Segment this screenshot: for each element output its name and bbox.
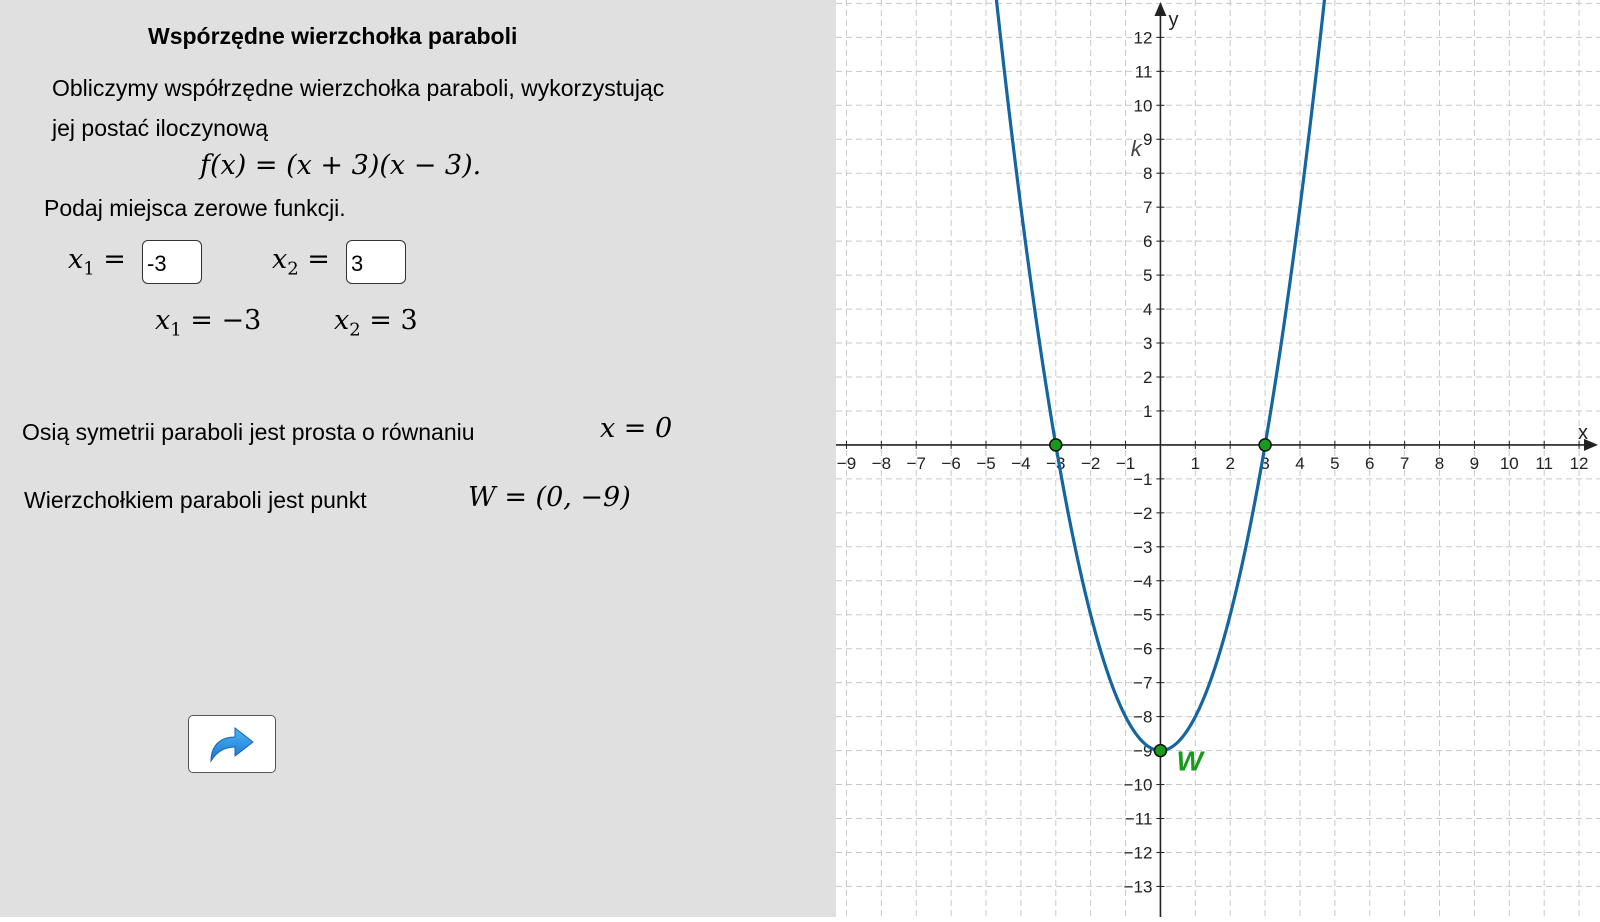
redo-arrow-icon [207,723,257,765]
y-tick-label: 4 [1142,300,1153,320]
function-formula [200,150,481,181]
zero-point[interactable] [1259,439,1271,451]
y-tick-label: −3 [1133,537,1153,557]
x1-input[interactable]: -3 [142,240,202,284]
symmetry-text: Osią symetrii paraboli jest prosta o równaniu [22,419,475,445]
symmetry-equation: x = 0 [600,413,673,444]
x2-sub: 2 [287,258,299,280]
x-tick-label: 9 [1469,453,1480,473]
y-tick-label: −13 [1123,877,1153,897]
y-tick-label: 1 [1142,401,1153,421]
x-tick-label: −4 [1011,453,1031,473]
x1-var: x [68,244,84,275]
x-tick-label: 8 [1434,453,1445,473]
x-tick-label: −2 [1080,453,1101,473]
y-tick-label: 5 [1142,266,1153,286]
intro-line-2: jej postać iloczynową [52,115,269,141]
x-tick-label: −5 [976,453,996,473]
next-step-button[interactable] [188,715,276,773]
coordinate-plot[interactable] [836,0,1600,917]
formula-eq: = [246,150,287,181]
graph-view[interactable] [836,0,1600,917]
vertex-equation: W = (0, −9) [468,482,631,513]
x-tick-label: 6 [1365,453,1375,473]
x-tick-label: 4 [1295,453,1305,473]
y-tick-label: −2 [1133,503,1153,523]
y-tick-label: 12 [1133,28,1153,48]
y-tick-label: −12 [1123,843,1153,863]
x1-eq: = [94,244,126,275]
x-tick-label: 3 [1260,453,1270,473]
x1-input-label [68,244,126,279]
y-tick-label: 9 [1142,130,1153,150]
y-tick-label: −5 [1133,605,1153,625]
y-tick-label: −7 [1133,673,1153,693]
x2-result-var: x [334,305,350,336]
x-tick-label: 1 [1190,453,1201,473]
y-tick-label: −1 [1133,469,1153,489]
x-tick-label: −3 [1046,453,1066,473]
x-tick-label: 2 [1225,453,1235,473]
y-axis-label: y [1168,9,1179,31]
x-tick-label: −9 [836,453,857,473]
x-tick-label: −8 [871,453,892,473]
x1-result-var: x [155,305,171,336]
x-tick-label: 10 [1499,453,1519,473]
intro-line-1: Obliczymy współrzędne wierzchołka paraboli, wykorzystując [52,75,665,101]
x1-result-rest: = −3 [181,305,262,336]
y-tick-label: 7 [1142,198,1153,218]
formula-lhs: f(x) [200,150,247,181]
x-tick-label: −6 [941,453,961,473]
x-tick-label: 11 [1535,453,1554,473]
y-tick-label: 2 [1142,367,1153,387]
x2-input-label [272,244,330,279]
x2-result-sub: 2 [349,319,361,341]
y-tick-label: −8 [1133,707,1153,727]
x-tick-label: 5 [1330,453,1340,473]
y-tick-label: 8 [1142,164,1153,184]
vertex-text: Wierzchołkiem paraboli jest punkt [24,487,367,513]
vertex-point[interactable] [1154,745,1166,757]
zero-point[interactable] [1050,439,1062,451]
x-tick-label: −1 [1115,453,1136,473]
x2-result-rest: = 3 [360,305,418,336]
page-title: Wspórzędne wierzchołka paraboli [148,23,518,49]
y-tick-label: 3 [1142,334,1153,354]
y-axis-arrow [1154,2,1166,16]
y-tick-label: −9 [1133,741,1153,761]
y-tick-label: 11 [1134,62,1153,82]
zeros-prompt: Podaj miejsca zerowe funkcji. [44,195,346,221]
curve-label: k [1130,136,1142,162]
y-tick-label: −11 [1124,809,1153,829]
y-tick-label: −4 [1133,571,1153,591]
x1-result-sub: 1 [170,319,182,341]
y-tick-label: 10 [1133,96,1153,116]
x2-input[interactable]: 3 [346,240,406,284]
vertex-label: W [1176,745,1203,777]
x2-eq: = [298,244,330,275]
x2-result [334,305,418,340]
x1-sub: 1 [83,258,95,280]
formula-rhs: (x + 3)(x − 3). [286,150,482,181]
x2-var: x [272,244,288,275]
x-tick-label: −7 [906,453,926,473]
x1-result [155,305,261,340]
y-tick-label: 6 [1142,232,1153,252]
x-tick-label: 7 [1399,453,1410,473]
y-tick-label: −6 [1133,639,1153,659]
x-axis-label: x [1578,421,1588,444]
x-tick-label: 12 [1569,453,1589,473]
y-tick-label: −10 [1123,775,1153,795]
